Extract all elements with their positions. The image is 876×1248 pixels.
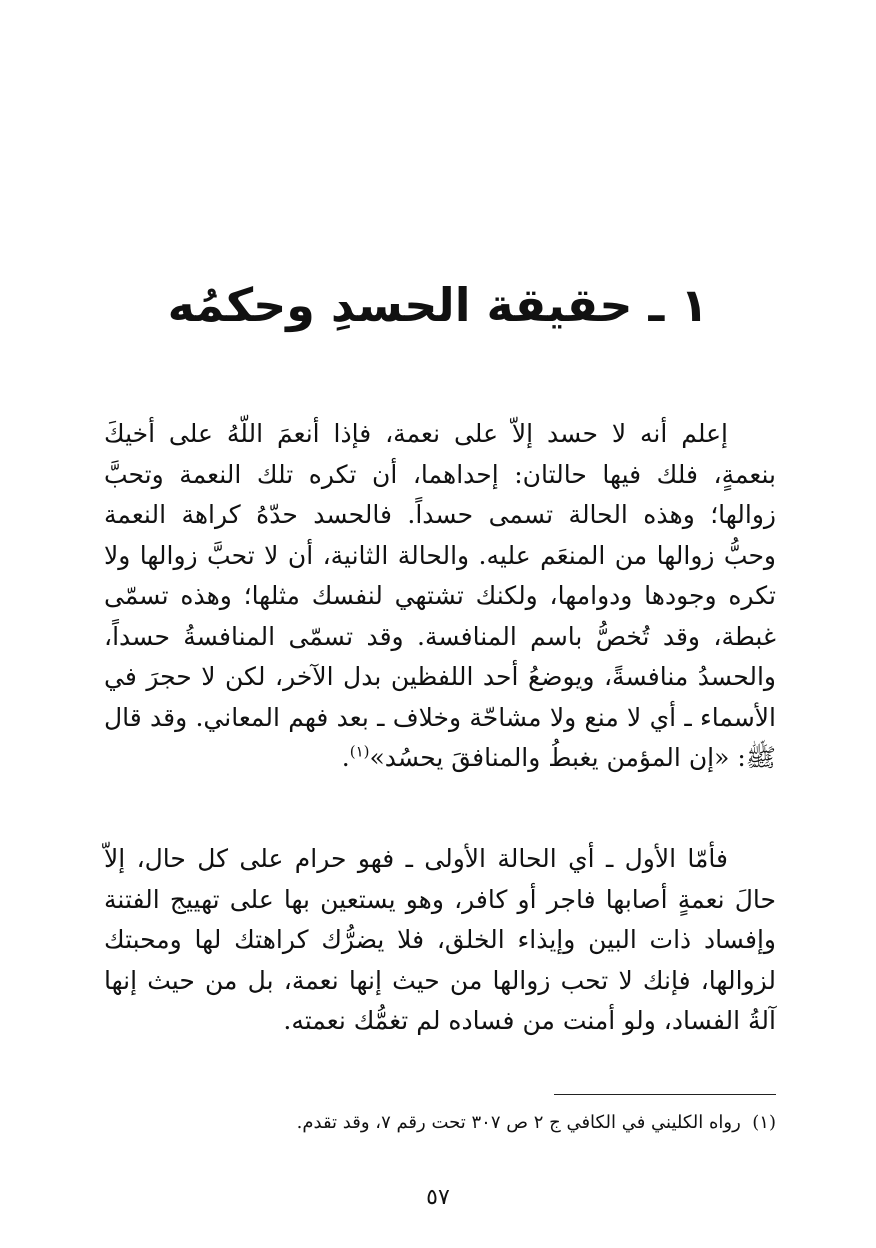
footnote (104, 1108, 776, 1138)
footnote-number: (١) (752, 1112, 776, 1133)
footnote-divider (554, 1094, 776, 1095)
paragraph-1-end: . (341, 743, 350, 772)
footnote-reference: (١) (349, 742, 370, 761)
paragraph-2: فأمّا الأول ـ أي الحالة الأولى ـ فهو حرام على كل حال، إلاّ حالَ نعمةٍ أصابها فاجر أو كافر، وهو يستعين بها على تهييج الفتنة وإفساد ذات البين وإيذاء الخلق، فلا يضرُّك كراهتك لها ومحبتك لزوالها، فإنك لا تحب زوالها من حيث إنها نعمة، بل من حيث إنها آلةُ الفساد، ولو أمنت من فساده لم تغمُّك نعمته. (104, 844, 776, 1035)
chapter-title: ١ ـ حقيقة الحسدِ وحكمُه (167, 278, 709, 332)
paragraph-1-text: إعلم أنه لا حسد إلاّ على نعمة، فإذا أنعمَ اللّهُ على أخيكَ بنعمةٍ، فلك فيها حالتان: إحداهما، أن تكره تلك النعمة وتحبَّ زوالها؛ وهذه الحالة تسمى حسداً. فالحسد حدّهُ كراهة النعمة وحبُّ زوالها من المنعَم عليه. والحالة الثانية، أن لا تحبَّ زوالها ولا تكره وجودها ودوامها، ولكنك تشتهي لنفسك مثلها؛ وهذه تسمّى غبطة، وقد تُخصُّ باسم المنافسة. وقد تسمّى المنافسةُ حسداً، والحسدُ منافسةً، ويوضعُ أحد اللفظين بدل الآخر، لكن لا حجرَ في الأسماء ـ أي لا منع ولا مشاحّة وخلاف ـ بعد فهم المعاني. وقد قال ﷺ: «إن المؤمن يغبطُ والمنافقَ يحسُد» (104, 419, 776, 772)
page-number: ٥٧ (426, 1185, 450, 1210)
paragraph-1 (104, 414, 776, 779)
footnote-text: رواه الكليني في الكافي ج ٢ ص ٣٠٧ تحت رقم ٧، وقد تقدم. (296, 1112, 741, 1133)
